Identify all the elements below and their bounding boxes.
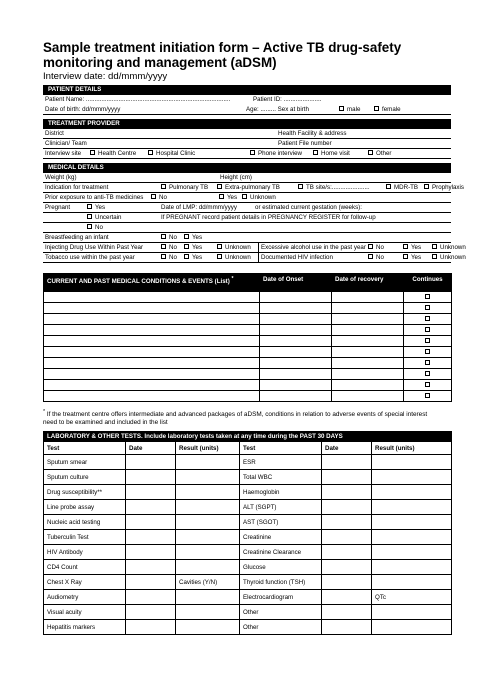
hiv-unknown-checkbox[interactable] — [432, 254, 437, 259]
continues-checkbox[interactable] — [425, 349, 430, 354]
clinician-row — [43, 139, 451, 149]
recovery-cell[interactable] — [332, 369, 404, 380]
continues-cell — [404, 292, 452, 303]
lab-date-cell[interactable] — [126, 620, 176, 635]
gestation-field[interactable]: or estimated current gestation (weeks): — [255, 204, 362, 211]
pregnant-yes-checkbox[interactable] — [87, 204, 92, 209]
lab-date-cell[interactable] — [126, 560, 176, 575]
inj-no-checkbox[interactable] — [161, 244, 166, 249]
lab-date-cell[interactable] — [126, 485, 176, 500]
col-condition: CURRENT AND PAST MEDICAL CONDITIONS & EVENTS (List) * — [44, 274, 260, 292]
continues-cell — [404, 314, 452, 325]
pregnant-yes-option[interactable]: Yes — [87, 203, 105, 213]
lab-result-cell[interactable] — [176, 620, 240, 635]
site-health-centre[interactable]: Health Centre — [90, 149, 136, 159]
medical-details-header: MEDICAL DETAILS — [43, 163, 451, 173]
continues-checkbox[interactable] — [425, 294, 430, 299]
continues-checkbox[interactable] — [425, 360, 430, 365]
alc-no-checkbox[interactable] — [368, 244, 373, 249]
pregnant-no-row — [43, 223, 451, 233]
extrapulmonary-option[interactable]: Extra-pulmonary TB — [217, 183, 280, 193]
lab-row — [44, 545, 452, 560]
lab-date-cell[interactable] — [126, 605, 176, 620]
lab-date-cell[interactable] — [126, 530, 176, 545]
col-result: Result (units) — [372, 442, 452, 455]
prior-exposure-row — [43, 193, 451, 203]
lmp-field[interactable]: Date of LMP: dd/mmm/yyyy — [161, 204, 237, 211]
onset-cell[interactable] — [260, 369, 332, 380]
hiv-label: Documented HIV infection — [261, 254, 333, 261]
clinician-field[interactable]: Clinician/ Team — [45, 140, 87, 147]
continues-cell — [404, 347, 452, 358]
tob-unknown-option[interactable]: Unknown — [217, 253, 251, 263]
onset-cell[interactable] — [260, 358, 332, 369]
pulmonary-option[interactable]: Pulmonary TB — [161, 183, 208, 193]
hiv-yes-option[interactable]: Yes — [403, 253, 421, 263]
mdr-option[interactable]: MDR-TB — [386, 183, 418, 193]
lab-result-cell[interactable] — [372, 620, 452, 635]
interview-site-label: Interview site — [45, 150, 82, 157]
lab-date-cell[interactable] — [126, 590, 176, 605]
lab-test-name: Visual acuity — [44, 605, 126, 620]
pregnant-uncertain-option[interactable]: Uncertain — [87, 213, 121, 223]
onset-cell[interactable] — [260, 380, 332, 391]
form-title: Sample treatment initiation form – Active TB drug-safety monitoring and management (aDSM) — [43, 40, 402, 70]
inj-yes-option[interactable]: Yes — [184, 243, 202, 253]
interview-date: Interview date: dd/mmm/yyyy — [43, 71, 168, 82]
lab-row — [44, 455, 452, 470]
lab-result-cell[interactable] — [176, 605, 240, 620]
condition-row — [44, 347, 452, 358]
pregnant-uncertain-checkbox[interactable] — [87, 214, 92, 219]
other-site-checkbox[interactable] — [368, 150, 373, 155]
lab-date-cell[interactable] — [322, 590, 372, 605]
col-continues: Continues — [404, 274, 452, 292]
tob-yes-checkbox[interactable] — [184, 254, 189, 259]
prior-exposure-label: Prior exposure to anti-TB medicines — [45, 194, 144, 201]
injecting-row — [43, 243, 466, 253]
col-result: Result (units) — [176, 442, 240, 455]
hiv-unknown-option[interactable]: Unknown — [432, 253, 466, 263]
lab-row — [44, 590, 452, 605]
tob-no-option[interactable]: No — [161, 253, 177, 263]
onset-cell[interactable] — [260, 347, 332, 358]
continues-checkbox[interactable] — [425, 393, 430, 398]
phone-interview-checkbox[interactable] — [250, 150, 255, 155]
site-phone-interview[interactable]: Phone interview — [250, 149, 302, 159]
lab-test-name: Glucose — [240, 560, 322, 575]
lab-date-cell[interactable] — [322, 515, 372, 530]
pulmonary-checkbox[interactable] — [161, 184, 166, 189]
condition-row — [44, 336, 452, 347]
condition-row — [44, 391, 452, 402]
lab-date-cell[interactable] — [322, 455, 372, 470]
continues-checkbox[interactable] — [425, 316, 430, 321]
weight-row — [43, 173, 451, 183]
condition-cell[interactable] — [44, 391, 260, 402]
condition-cell[interactable] — [44, 369, 260, 380]
district-row — [43, 129, 451, 139]
male-checkbox[interactable] — [339, 106, 344, 111]
lab-test-name: Chest X Ray — [44, 575, 126, 590]
pregnant-no-option[interactable]: No — [87, 223, 103, 233]
bf-yes-checkbox[interactable] — [184, 234, 189, 239]
lab-result-cell[interactable] — [176, 455, 240, 470]
onset-cell[interactable] — [260, 292, 332, 303]
col-recovery: Date of recovery — [332, 274, 404, 292]
pregnant-row — [43, 203, 451, 213]
lab-row — [44, 500, 452, 515]
lab-test-name: Drug susceptibility** — [44, 485, 126, 500]
prior-no-checkbox[interactable] — [151, 194, 156, 199]
hiv-yes-checkbox[interactable] — [403, 254, 408, 259]
bf-no-option[interactable]: No — [161, 233, 177, 243]
tobacco-row — [43, 253, 466, 263]
lab-date-cell[interactable] — [322, 620, 372, 635]
lab-test-name: Other — [240, 605, 322, 620]
continues-cell — [404, 380, 452, 391]
patient-details-header: PATIENT DETAILS — [43, 85, 451, 95]
continues-checkbox[interactable] — [425, 327, 430, 332]
patient-dob-row — [43, 105, 451, 115]
lab-tests-table — [43, 431, 452, 635]
height-field[interactable]: Height (cm) — [220, 174, 252, 181]
lab-result-cell[interactable] — [176, 515, 240, 530]
alc-yes-checkbox[interactable] — [403, 244, 408, 249]
prophylaxis-checkbox[interactable] — [424, 184, 429, 189]
facility-field[interactable]: Health Facility & address — [278, 130, 347, 137]
condition-cell[interactable] — [44, 292, 260, 303]
continues-cell — [404, 303, 452, 314]
col-date: Date — [126, 442, 176, 455]
site-hospital-clinic[interactable]: Hospital Clinic — [148, 149, 195, 159]
inj-no-option[interactable]: No — [161, 243, 177, 253]
lab-result-cell[interactable] — [176, 530, 240, 545]
continues-cell — [404, 336, 452, 347]
interview-site-row — [43, 149, 451, 159]
lab-result-cell[interactable] — [372, 515, 452, 530]
lab-header: LABORATORY & OTHER TESTS. Include laboratory tests taken at any time during the PAST 30 DAYS — [44, 432, 452, 442]
recovery-cell[interactable] — [332, 391, 404, 402]
lab-result-cell[interactable] — [372, 485, 452, 500]
lab-result-cell[interactable] — [176, 485, 240, 500]
condition-cell[interactable] — [44, 347, 260, 358]
lab-test-name: Other — [240, 620, 322, 635]
breastfeeding-label: Breastfeeding an infant — [45, 234, 109, 241]
lab-date-cell[interactable] — [322, 605, 372, 620]
alc-no-option[interactable]: No — [368, 243, 384, 253]
continues-checkbox[interactable] — [425, 382, 430, 387]
onset-cell[interactable] — [260, 314, 332, 325]
lab-test-name: Thyroid function (TSH) — [240, 575, 322, 590]
alc-yes-option[interactable]: Yes — [403, 243, 421, 253]
lab-result-cell[interactable] — [176, 470, 240, 485]
condition-cell[interactable] — [44, 358, 260, 369]
prior-unknown-checkbox[interactable] — [242, 194, 247, 199]
col-test: Test — [240, 442, 322, 455]
lab-date-cell[interactable] — [126, 500, 176, 515]
lab-test-name: ESR — [240, 455, 322, 470]
lab-date-cell[interactable] — [126, 575, 176, 590]
continues-checkbox[interactable] — [425, 371, 430, 376]
lab-date-cell[interactable] — [322, 575, 372, 590]
prophylaxis-option[interactable]: Prophylaxis — [424, 183, 464, 193]
divider — [258, 243, 259, 252]
home-visit-checkbox[interactable] — [313, 150, 318, 155]
inj-yes-checkbox[interactable] — [184, 244, 189, 249]
lab-result-cell[interactable]: QTc — [372, 590, 452, 605]
female-checkbox[interactable] — [374, 106, 379, 111]
indication-row — [43, 183, 464, 193]
lab-result-cell[interactable] — [372, 605, 452, 620]
condition-row — [44, 380, 452, 391]
indication-label: Indication for treatment — [45, 184, 109, 191]
condition-cell[interactable] — [44, 325, 260, 336]
lab-test-name: Hepatitis markers — [44, 620, 126, 635]
condition-cell[interactable] — [44, 303, 260, 314]
inj-unknown-option[interactable]: Unknown — [217, 243, 251, 253]
onset-cell[interactable] — [260, 325, 332, 336]
recovery-cell[interactable] — [332, 325, 404, 336]
female-option[interactable]: female — [374, 105, 401, 115]
file-number-field[interactable]: Patient File number — [278, 140, 332, 147]
lab-test-name: Nucleic acid testing — [44, 515, 126, 530]
district-field[interactable]: District — [45, 130, 64, 137]
lab-test-name: Electrocardiogram — [240, 590, 322, 605]
bf-no-checkbox[interactable] — [161, 234, 166, 239]
breastfeeding-row — [43, 233, 451, 243]
lab-row — [44, 560, 452, 575]
prior-no-option[interactable]: No — [151, 193, 167, 203]
onset-cell[interactable] — [260, 336, 332, 347]
mdr-checkbox[interactable] — [386, 184, 391, 189]
lab-row — [44, 470, 452, 485]
lab-result-cell[interactable] — [372, 530, 452, 545]
tobacco-label: Tobacco use within the past year — [45, 254, 135, 261]
lab-test-name: Sputum culture — [44, 470, 126, 485]
tb-sites-checkbox[interactable] — [298, 184, 303, 189]
lab-row — [44, 620, 452, 635]
col-onset: Date of Onset — [260, 274, 332, 292]
lab-test-name: Tuberculin Test — [44, 530, 126, 545]
condition-cell[interactable] — [44, 336, 260, 347]
lab-date-cell[interactable] — [322, 560, 372, 575]
onset-cell[interactable] — [260, 391, 332, 402]
recovery-cell[interactable] — [332, 314, 404, 325]
lab-test-name: CD4 Count — [44, 560, 126, 575]
onset-cell[interactable] — [260, 303, 332, 314]
condition-row — [44, 358, 452, 369]
pregnancy-note: If PREGNANT record patient details in PREGNANCY REGISTER for follow-up — [161, 214, 376, 221]
lab-date-cell[interactable] — [126, 455, 176, 470]
lab-result-cell[interactable] — [372, 500, 452, 515]
continues-checkbox[interactable] — [425, 338, 430, 343]
lab-row — [44, 530, 452, 545]
tb-sites-option[interactable]: TB site/s:...................... — [298, 183, 370, 193]
lab-result-cell[interactable] — [176, 560, 240, 575]
injecting-label: Injecting Drug Use Within Past Year — [45, 244, 144, 251]
lab-result-cell[interactable] — [372, 560, 452, 575]
condition-row — [44, 303, 452, 314]
condition-row — [44, 369, 452, 380]
inj-unknown-checkbox[interactable] — [217, 244, 222, 249]
continues-cell — [404, 391, 452, 402]
lab-date-cell[interactable] — [126, 515, 176, 530]
health-centre-checkbox[interactable] — [90, 150, 95, 155]
lab-result-cell[interactable] — [372, 470, 452, 485]
patient-name-row — [43, 95, 451, 105]
recovery-cell[interactable] — [332, 303, 404, 314]
male-option[interactable]: male — [339, 105, 360, 115]
condition-row — [44, 314, 452, 325]
lab-result-cell[interactable] — [372, 575, 452, 590]
lab-row — [44, 485, 452, 500]
hiv-no-option[interactable]: No — [368, 253, 384, 263]
lab-date-cell[interactable] — [322, 500, 372, 515]
tob-no-checkbox[interactable] — [161, 254, 166, 259]
pregnant-label: Pregnant — [45, 204, 71, 211]
alcohol-label: Excessive alcohol use in the past year — [261, 244, 366, 251]
lab-test-name: Creatinine — [240, 530, 322, 545]
bf-yes-option[interactable]: Yes — [184, 233, 202, 243]
site-other[interactable]: Other — [368, 149, 391, 159]
recovery-cell[interactable] — [332, 358, 404, 369]
lab-test-name: AST (SGOT) — [240, 515, 322, 530]
lab-date-cell[interactable] — [126, 545, 176, 560]
tob-yes-option[interactable]: Yes — [184, 253, 202, 263]
recovery-cell[interactable] — [332, 347, 404, 358]
recovery-cell[interactable] — [332, 292, 404, 303]
condition-row — [44, 292, 452, 303]
prior-yes-checkbox[interactable] — [219, 194, 224, 199]
prior-unknown-option[interactable]: Unknown — [242, 193, 276, 203]
lab-test-name: Audiometry — [44, 590, 126, 605]
patient-id-field[interactable]: Patient ID: ...................... — [253, 96, 322, 103]
treatment-provider-header: TREATMENT PROVIDER — [43, 119, 451, 129]
lab-date-cell[interactable] — [322, 545, 372, 560]
col-date: Date — [322, 442, 372, 455]
lab-date-cell[interactable] — [322, 530, 372, 545]
alc-unknown-checkbox[interactable] — [432, 244, 437, 249]
condition-row — [44, 325, 452, 336]
site-home-visit[interactable]: Home visit — [313, 149, 350, 159]
hospital-clinic-checkbox[interactable] — [148, 150, 153, 155]
conditions-table — [43, 273, 452, 402]
col-test: Test — [44, 442, 126, 455]
lab-test-name: Creatinine Clearance — [240, 545, 322, 560]
continues-checkbox[interactable] — [425, 305, 430, 310]
condition-cell[interactable] — [44, 314, 260, 325]
uncertain-row — [43, 213, 451, 223]
lab-date-cell[interactable] — [322, 470, 372, 485]
footnote: * If the treatment centre offers intermediate and advanced packages of aDSM, conditions in relation to adverse events of special interest need to be examined and included in the list — [43, 409, 428, 427]
form-page — [43, 40, 466, 635]
lab-test-name: ALT (SGPT) — [240, 500, 322, 515]
recovery-cell[interactable] — [332, 336, 404, 347]
lab-result-cell[interactable] — [372, 455, 452, 470]
continues-cell — [404, 325, 452, 336]
lab-test-name: Sputum smear — [44, 455, 126, 470]
lab-test-name: Line probe assay — [44, 500, 126, 515]
weight-field[interactable]: Weight (kg) — [45, 174, 77, 181]
patient-name-field[interactable]: Patient Name: .................................................................................... — [45, 96, 231, 103]
extrapulmonary-checkbox[interactable] — [217, 184, 222, 189]
recovery-cell[interactable] — [332, 380, 404, 391]
lab-date-cell[interactable] — [322, 485, 372, 500]
lab-result-cell[interactable] — [372, 545, 452, 560]
lab-test-name: Haemoglobin — [240, 485, 322, 500]
lab-row — [44, 575, 452, 590]
lab-row — [44, 605, 452, 620]
prior-yes-option[interactable]: Yes — [219, 193, 237, 203]
lab-test-name: HIV Antibody — [44, 545, 126, 560]
dob-field[interactable]: Date of birth: dd/mmm/yyyy — [45, 106, 121, 113]
lab-test-name: Total WBC — [240, 470, 322, 485]
pregnant-no-checkbox[interactable] — [87, 224, 92, 229]
age-field[interactable]: Age: ......... Sex at birth — [246, 106, 309, 113]
lab-row — [44, 515, 452, 530]
tob-unknown-checkbox[interactable] — [217, 254, 222, 259]
condition-cell[interactable] — [44, 380, 260, 391]
continues-cell — [404, 369, 452, 380]
lab-result-cell[interactable] — [176, 500, 240, 515]
lab-result-cell[interactable] — [176, 590, 240, 605]
hiv-no-checkbox[interactable] — [368, 254, 373, 259]
lab-date-cell[interactable] — [126, 470, 176, 485]
lab-result-cell[interactable] — [176, 545, 240, 560]
lab-result-cell[interactable]: Cavities (Y/N) — [176, 575, 240, 590]
divider — [258, 253, 259, 262]
alc-unknown-option[interactable]: Unknown — [432, 243, 466, 253]
continues-cell — [404, 358, 452, 369]
